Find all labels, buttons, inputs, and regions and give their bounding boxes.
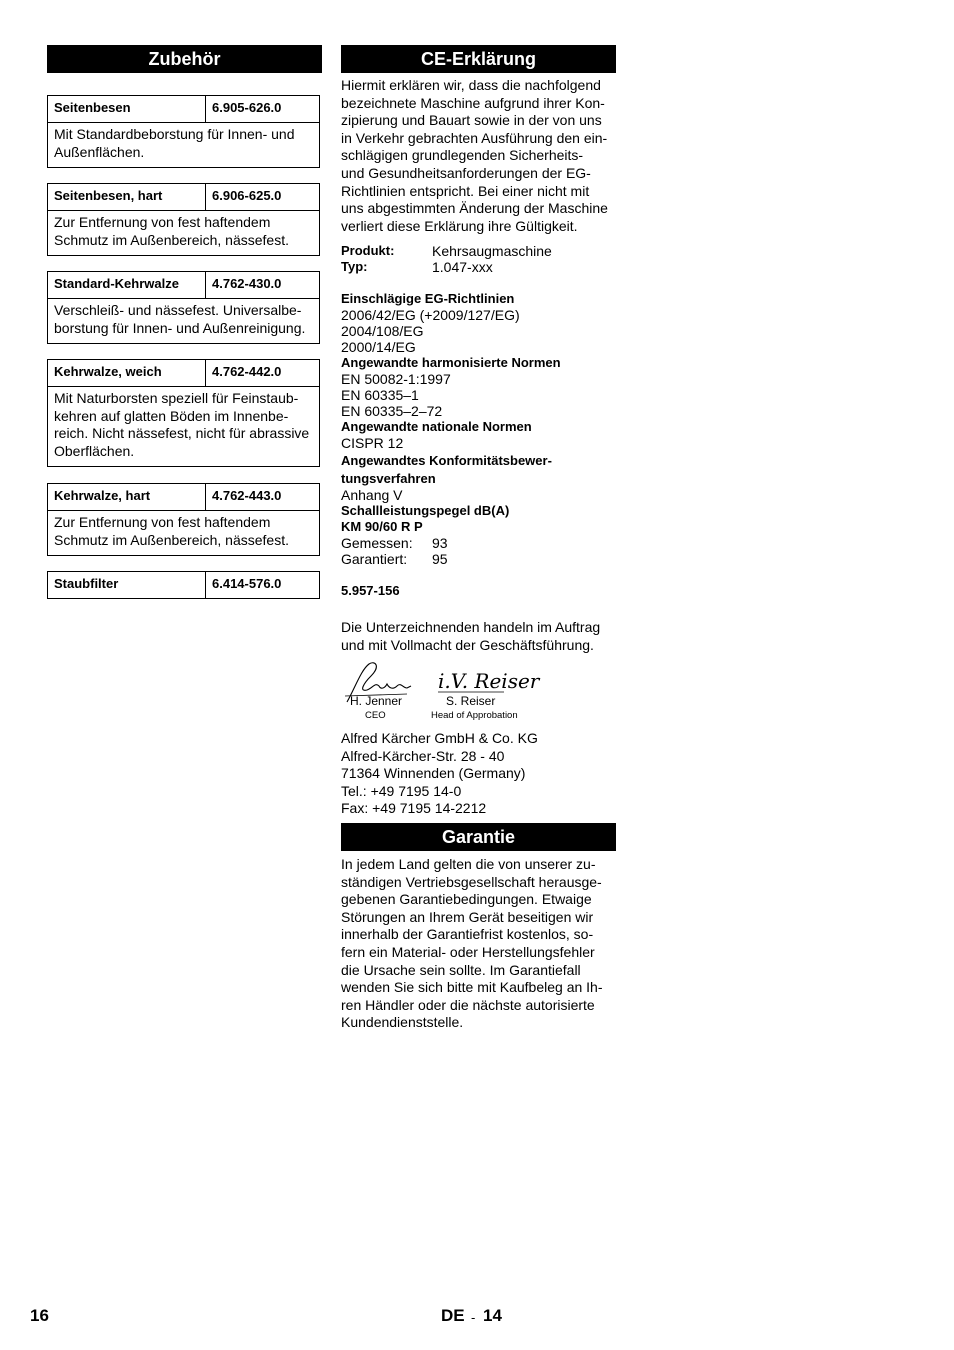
company-address <box>341 730 616 818</box>
warranty-line: In jedem Land gelten die von unserer zu- <box>341 856 596 872</box>
directive-item: 2004/108/EG <box>341 323 424 339</box>
signer2-role: Head of Approbation <box>431 710 518 721</box>
accessory-header <box>48 184 319 211</box>
accessory-table <box>47 95 320 168</box>
accessory-description-line: kehren auf glatten Böden im Innenbe- <box>54 407 289 424</box>
section-title-garantie: Garantie <box>341 823 616 851</box>
accessory-description-line: Zur Entfernung von fest haftendem <box>54 214 271 230</box>
national-item: CISPR 12 <box>341 435 404 451</box>
address-line: Alfred-Kärcher-Str. 28 - 40 <box>341 747 505 764</box>
ce-intro <box>341 77 616 235</box>
footer-separator: - <box>471 1310 476 1325</box>
warranty-line: gebenen Garantiebedingungen. Etwaige <box>341 891 592 908</box>
accessory-header <box>48 272 319 299</box>
ce-intro-line: verliert diese Erklärung ihre Gültigkeit. <box>341 217 578 234</box>
ce-intro-line: in Verkehr gebrachten Ausführung den ein- <box>341 129 608 146</box>
accessory-header <box>48 484 319 511</box>
harmonized-item: EN 50082-1:1997 <box>341 371 451 387</box>
accessory-name: Seitenbesen, hart <box>48 184 206 210</box>
address-line: Alfred Kärcher GmbH & Co. KG <box>341 730 538 746</box>
warranty-line: ren Händler oder die nächste autorisierte <box>341 996 595 1013</box>
product-label: Produkt: <box>341 243 395 258</box>
accessory-description-line: Mit Naturborsten speziell für Feinstaub- <box>54 390 299 406</box>
accessory-name: Staubfilter <box>48 572 206 598</box>
conformity-value: Anhang V <box>341 487 403 503</box>
section-page-number: 14 <box>483 1306 502 1325</box>
signers-line: Die Unterzeichnenden handeln im Auftrag <box>341 619 601 635</box>
accessory-description <box>48 299 319 343</box>
warranty-line: fern ein Material- oder Herstellungsfehler <box>341 943 595 960</box>
signers-text <box>341 619 616 654</box>
signer1-name: H. Jenner <box>350 694 403 708</box>
accessory-description <box>48 511 319 555</box>
signer2-name: S. Reiser <box>446 694 496 708</box>
accessory-number: 6.414-576.0 <box>212 576 282 591</box>
ce-intro-line: und Gesundheitsanforderungen der EG- <box>341 164 591 181</box>
accessory-name: Seitenbesen <box>48 96 206 122</box>
harmonized-heading: Angewandte harmonisierte Normen <box>341 355 561 370</box>
ce-intro-line: uns abgestimmten Änderung der Maschine <box>341 200 608 217</box>
signature-reiser-text: i.V. Reiser <box>438 669 540 693</box>
ce-intro-line: bezeichnete Maschine aufgrund ihrer Kon- <box>341 94 605 111</box>
accessory-description-line: reich. Nicht nässefest, nicht für abrassive <box>54 425 310 441</box>
harmonized-item: EN 60335–2–72 <box>341 403 443 419</box>
warranty-text <box>341 856 616 1032</box>
accessory-description-line: Mit Standardbeborstung für Innen- und <box>54 126 295 142</box>
ce-intro-line: schlägigen grundlegenden Sicherheits- <box>341 147 584 164</box>
conformity-heading: tungsverfahren <box>341 471 436 486</box>
address-line: Tel.: +49 7195 14-0 <box>341 782 462 799</box>
section-title-ce: CE-Erklärung <box>341 45 616 73</box>
accessory-number: 4.762-442.0 <box>212 364 282 379</box>
accessory-description-line: borstung für Innen- und Außenreinigung. <box>54 319 306 336</box>
warranty-line: Kundendienststelle. <box>341 1014 464 1031</box>
directives-heading: Einschlägige EG-Richtlinien <box>341 291 515 306</box>
ce-intro-line: Richtlinien entspricht. Bei einer nicht mit <box>341 182 590 199</box>
accessory-description-line: Verschleiß- und nässefest. Universalbe- <box>54 302 302 318</box>
accessory-table <box>47 571 320 599</box>
directive-item: 2006/42/EG (+2009/127/EG) <box>341 307 520 323</box>
accessory-table <box>47 271 320 344</box>
signers-line: und mit Vollmacht der Geschäftsführung. <box>341 636 594 653</box>
accessory-description <box>48 123 319 167</box>
guaranteed-value: 95 <box>432 551 448 567</box>
accessory-description-line: Zur Entfernung von fest haftendem <box>54 514 271 530</box>
measured-value: 93 <box>432 535 448 551</box>
accessory-header <box>48 360 319 387</box>
sound-heading: Schallleistungspegel dB(A) <box>341 503 510 518</box>
accessory-name: Kehrwalze, weich <box>48 360 206 386</box>
ce-product-block <box>341 243 616 275</box>
conformity-heading: Angewandtes Konformitätsbewer- <box>341 453 552 468</box>
national-heading: Angewandte nationale Normen <box>341 419 532 434</box>
accessory-description-line: Außenflächen. <box>54 143 145 160</box>
product-value: Kehrsaugmaschine <box>432 243 552 259</box>
page-number: 16 <box>30 1306 49 1325</box>
ce-standards-block <box>341 291 616 567</box>
guaranteed-label: Garantiert: <box>341 551 408 567</box>
warranty-line: Störungen an Ihrem Gerät beseitigen wir <box>341 908 594 925</box>
accessory-number: 6.906-625.0 <box>212 188 282 203</box>
accessory-description <box>48 211 319 255</box>
accessory-table <box>47 359 320 467</box>
type-label: Typ: <box>341 259 368 274</box>
accessory-name: Kehrwalze, hart <box>48 484 206 510</box>
model-label: KM 90/60 R P <box>341 519 423 534</box>
ce-intro-line: Hiermit erklären wir, dass die nachfolgend <box>341 77 601 93</box>
directive-item: 2000/14/EG <box>341 339 416 355</box>
accessory-name: Standard-Kehrwalze <box>48 272 206 298</box>
accessory-description-line: Oberflächen. <box>54 442 135 459</box>
accessory-description-line: Schmutz im Außenbereich, nässefest. <box>54 231 289 248</box>
signer1-role: CEO <box>365 710 386 721</box>
harmonized-item: EN 60335–1 <box>341 387 419 403</box>
warranty-line: die Ursache sein sollte. Im Garantiefall <box>341 961 581 978</box>
accessory-number: 6.905-626.0 <box>212 100 282 115</box>
warranty-line: wenden Sie sich bitte mit Kaufbeleg an Ih- <box>341 979 603 996</box>
warranty-line: ständigen Vertriebsgesellschaft herausge- <box>341 873 602 890</box>
accessory-number: 4.762-430.0 <box>212 276 282 291</box>
address-line: Fax: +49 7195 14-2212 <box>341 800 487 817</box>
accessory-number: 4.762-443.0 <box>212 488 282 503</box>
section-title-zubehoer: Zubehör <box>47 45 322 73</box>
language-code: DE <box>441 1306 465 1325</box>
accessory-header <box>48 572 319 598</box>
accessory-table <box>47 183 320 256</box>
address-line: 71364 Winnenden (Germany) <box>341 765 526 782</box>
measured-label: Gemessen: <box>341 535 413 551</box>
warranty-line: innerhalb der Garantiefrist kostenlos, so- <box>341 926 594 943</box>
document-number: 5.957-156 <box>341 583 400 598</box>
accessory-description <box>48 387 319 466</box>
signature-reiser <box>436 664 540 698</box>
accessory-header <box>48 96 319 123</box>
ce-intro-line: zipierung und Bauart sowie in der von uns <box>341 112 602 129</box>
accessory-description-line: Schmutz im Außenbereich, nässefest. <box>54 531 289 548</box>
type-value: 1.047-xxx <box>432 259 493 275</box>
accessory-table <box>47 483 320 556</box>
